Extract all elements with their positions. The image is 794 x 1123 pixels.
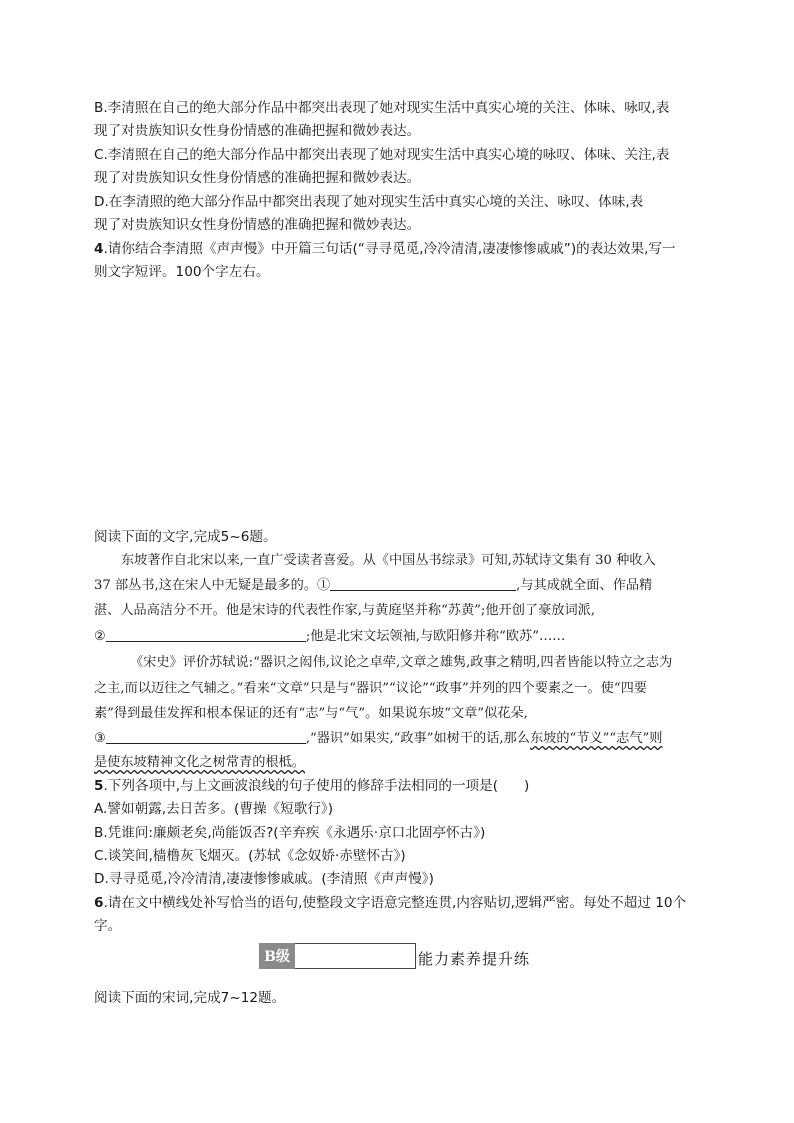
passage-p1-line1: 东坡著作自北宋以来,一直广受读者喜爱。从《中国丛书综录》可知,苏轼诗文集有 30 种收入 xyxy=(121,553,656,568)
blank-2-marker: ② xyxy=(94,629,106,644)
q6-number: 6 xyxy=(94,895,104,911)
wavy-underlined-sentence-part2: 是使东坡精神文化之树常青的根柢。 xyxy=(94,755,305,770)
passage-intro: 阅读下面的文字,完成5~6题。 xyxy=(94,529,277,545)
section-banner xyxy=(259,943,530,969)
blank-3-marker: ③ xyxy=(94,731,106,746)
answer-blank-3[interactable] xyxy=(106,729,306,744)
final-intro: 阅读下面的宋词,完成7~12题。 xyxy=(94,990,286,1006)
passage-p2-line4 xyxy=(94,729,662,749)
q3-option-c-line2: 现了对贵族知识女性身份情感的准确把握和微妙表达。 xyxy=(94,170,421,186)
passage-p1-line2 xyxy=(94,576,652,596)
q4-stem-line1 xyxy=(94,239,676,259)
q3-option-d-line1: D.在李清照的绝大部分作品中都突出表现了她对现实生活中真实心境的关注、咏叹、体味,表 xyxy=(94,194,644,210)
q5-option-b: B.凭谁问:廉颇老矣,尚能饭否?(辛弃疾《永遇乐·京口北固亭怀古》) xyxy=(94,825,486,841)
q5-stem xyxy=(94,776,529,796)
level-badge: B级 xyxy=(259,943,295,969)
q5-paren-close: ) xyxy=(524,778,530,794)
banner-frame xyxy=(295,943,416,969)
passage-p2-line4-mid: ,“器识”如果实,“政事”如树干的话,那么 xyxy=(305,731,530,746)
passage-p2-line2: 之主,而以迈往之气辅之。”看来“文章”只是与“器识”“议论”“政事”并列的四个要素之一。使“四要 xyxy=(94,681,647,696)
q3-option-d-line2: 现了对贵族知识女性身份情感的准确把握和微妙表达。 xyxy=(94,217,421,233)
q4-text: .请你结合李清照《声声慢》中开篇三句话(“寻寻觅觅,冷冷清清,凄凄惨惨戚戚”)的表达效果,写一 xyxy=(103,241,676,257)
passage-p2-line1: 《宋史》评价苏轼说:“器识之闳伟,议论之卓荦,文章之雄隽,政事之精明,四者皆能以特立之志为 xyxy=(130,655,673,670)
q4-stem-line2: 则文字短评。100个字左右。 xyxy=(94,264,270,280)
passage-p1-line4 xyxy=(94,627,565,647)
q5-number: 5 xyxy=(94,778,104,794)
q3-option-b-line1: B.李清照在自己的绝大部分作品中都突出表现了她对现实生活中真实心境的关注、体味、咏叹,表 xyxy=(94,100,670,116)
q5-option-a: A.譬如朝露,去日苦多。(曹操《短歌行》) xyxy=(94,801,334,817)
answer-blank-2[interactable] xyxy=(106,627,306,642)
wavy-underlined-sentence-part1: 东坡的“节义”“志气”则 xyxy=(530,731,663,746)
passage-p1-line2-start: 37 部丛书,这在宋人中无疑是最多的。① xyxy=(94,578,331,593)
q6-stem-line2: 字。 xyxy=(94,918,122,934)
passage-p2-line5 xyxy=(94,753,305,773)
q4-number: 4 xyxy=(94,241,104,257)
q6-text: .请在文中横线处补写恰当的语句,使整段文字语意完整连贯,内容贴切,逻辑严密。每处不超过 10个 xyxy=(103,895,687,911)
q3-option-b-line2: 现了对贵族知识女性身份情感的准确把握和微妙表达。 xyxy=(94,123,421,139)
passage-p2-line3: 素”得到最佳发挥和根本保证的还有“志”与“气”。如果说东坡“文章”似花朵, xyxy=(94,706,528,721)
q5-option-c: C.谈笑间,樯橹灰飞烟灭。(苏轼《念奴娇·赤壁怀古》) xyxy=(94,848,406,864)
passage-p1-line3: 湛、人品高洁分不开。他是宋诗的代表性作家,与黄庭坚并称“苏黄”;他开创了豪放词派, xyxy=(94,603,596,618)
q5-option-d: D.寻寻觅觅,冷冷清清,凄凄惨惨戚戚。(李清照《声声慢》) xyxy=(94,871,434,887)
answer-blank-1[interactable] xyxy=(330,576,516,591)
section-title: 能力素养提升练 xyxy=(418,950,531,968)
q6-stem-line1 xyxy=(94,893,686,913)
q3-option-c-line1: C.李清照在自己的绝大部分作品中都突出表现了她对现实生活中真实心境的咏叹、体味、关注,表 xyxy=(94,147,670,163)
passage-p1-line4-end: ;他是北宋文坛领袖,与欧阳修并称“欧苏”…… xyxy=(305,629,566,644)
passage-p1-line2-end: ,与其成就全面、作品精 xyxy=(516,578,653,593)
q5-text: .下列各项中,与上文画波浪线的句子使用的修辞手法相同的一项是( xyxy=(103,778,499,794)
